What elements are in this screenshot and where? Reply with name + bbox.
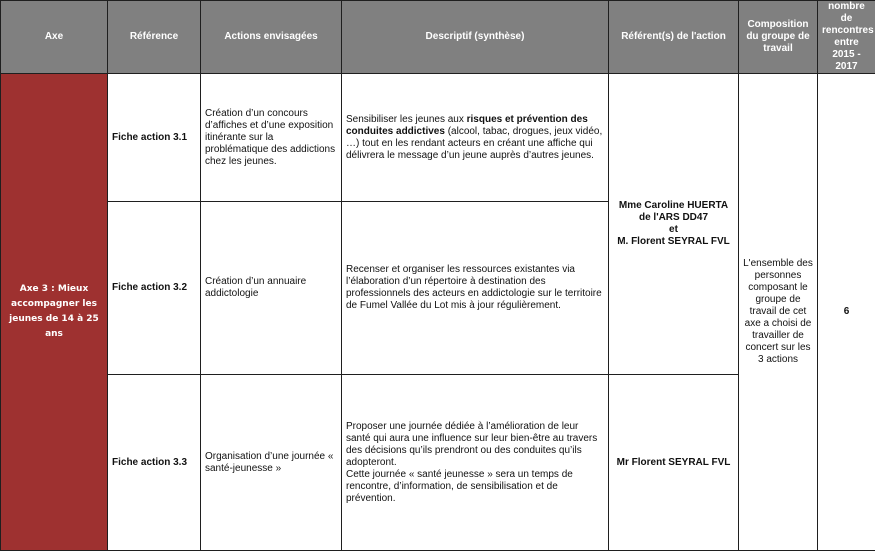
rencontres-cell: 6 (818, 74, 875, 551)
header-axe: Axe (1, 1, 108, 74)
referent-name: Mme Caroline HUERTA de l'ARS DD47 (613, 200, 734, 224)
table-row (1, 74, 875, 202)
descriptif-text: (alcool, tabac, drogues, jeux vidéo, …) tout en les rendant acteurs en créant une affiche qui délivrera le message d’un jeune auprès d’autres jeunes. (346, 126, 602, 161)
referent-cell (609, 74, 739, 375)
referent-cell: Mr Florent SEYRAL FVL (609, 375, 739, 551)
header-rencontres: nombre de rencontres entre 2015 - 2017 (818, 1, 875, 74)
referent-conjunction: et (613, 224, 734, 236)
action-cell: Organisation d’une journée « santé-jeunesse » (201, 375, 342, 551)
action-cell: Création d’un concours d’affiches et d’une exposition itinérante sur la problématique des addictions chez les jeunes. (201, 74, 342, 202)
header-referents: Référent(s) de l'action (609, 1, 739, 74)
descriptif-cell: Recenser et organiser les ressources existantes via l’élaboration d’un répertoire à destination des professionnels des acteurs en addictologie sur le territoire de Fumel Vallée du Lot mis à jour régulièrement. (342, 202, 609, 375)
composition-cell: L'ensemble des personnes composant le groupe de travail de cet axe a choisi de travailler de concert sur les 3 actions (739, 74, 818, 551)
reference-cell: Fiche action 3.2 (108, 202, 201, 375)
header-reference: Référence (108, 1, 201, 74)
header-composition: Composition du groupe de travail (739, 1, 818, 74)
action-cell: Création d’un annuaire addictologie (201, 202, 342, 375)
descriptif-text: Cette journée « santé jeunesse » sera un temps de rencontre, d’information, de sensibilisation et de prévention. (346, 469, 604, 505)
reference-cell: Fiche action 3.3 (108, 375, 201, 551)
descriptif-text: Sensibiliser les jeunes aux (346, 114, 467, 125)
header-row (1, 1, 875, 74)
descriptif-text: Proposer une journée dédiée à l’amélioration de leur santé qui aura une influence sur leur bien-être au travers des décisions qu’ils prendront ou des conduites qu’ils adopteront. (346, 421, 604, 469)
descriptif-cell (342, 375, 609, 551)
header-descriptif: Descriptif (synthèse) (342, 1, 609, 74)
axe-cell: Axe 3 : Mieux accompagner les jeunes de 14 à 25 ans (1, 74, 108, 551)
descriptif-highlight: risques et prévention des conduites addictives (346, 114, 588, 137)
reference-cell: Fiche action 3.1 (108, 74, 201, 202)
descriptif-cell (342, 74, 609, 202)
header-actions: Actions envisagées (201, 1, 342, 74)
referent-name: M. Florent SEYRAL FVL (613, 236, 734, 248)
